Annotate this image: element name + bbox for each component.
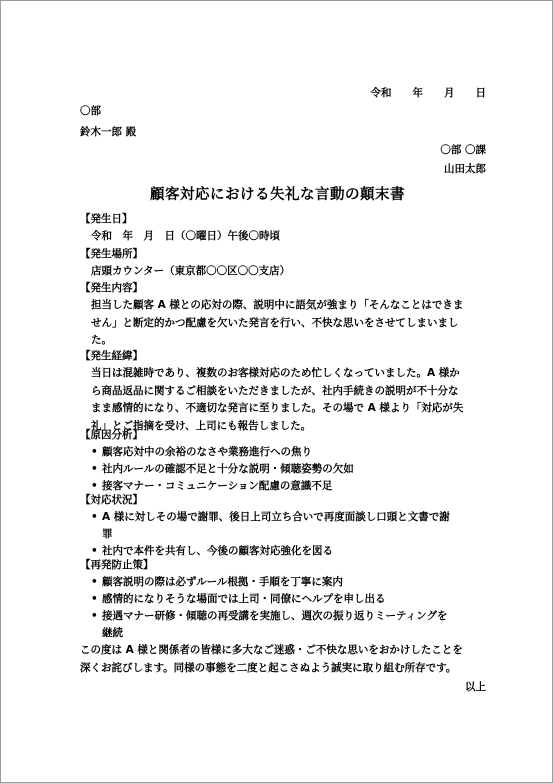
bullet-icon: • xyxy=(91,545,98,557)
paragraph-line: た。 xyxy=(91,334,112,346)
bullet-icon: • xyxy=(91,480,98,492)
paragraph-line: 礼」とご指摘を受け、上司にも報告しました。 xyxy=(91,419,312,432)
list-item-text: 顧客応対中の余裕のなさや業務進行への焦り xyxy=(102,446,312,458)
list-item-line: 罪 xyxy=(102,528,113,540)
section-occurrence-course xyxy=(80,348,490,435)
bullet-icon: • xyxy=(91,511,98,523)
list-item-text: 社内ルールの確認不足と十分な説明・傾聴姿勢の欠如 xyxy=(102,463,354,475)
list-item-line: A 様に対しその場で謝罪、後日上司立ち合いで再度面談し口頭と文書で謝 xyxy=(102,511,450,523)
bullet-icon: • xyxy=(91,463,98,475)
document-date: 令和 年 月 日 xyxy=(370,87,486,99)
section-occurrence-place xyxy=(80,246,490,280)
list-item xyxy=(80,591,490,608)
section-heading: 【発生場所】 xyxy=(80,248,143,260)
section-paragraph xyxy=(80,297,490,350)
section-heading: 【発生内容】 xyxy=(80,282,143,294)
bullet-list xyxy=(80,444,490,495)
bullet-icon: • xyxy=(91,576,98,588)
paragraph-line: 深くお詫びします。同様の事態を二度と起こさぬよう誠実に取り組む所存です。 xyxy=(80,661,457,674)
list-item xyxy=(80,574,490,591)
bullet-icon: • xyxy=(91,610,98,622)
bullet-list xyxy=(80,509,490,560)
section-heading: 【原因分析】 xyxy=(80,429,143,441)
paragraph-line: 担当した顧客 A 様との応対の際、説明中に語気が強まり「そんなことはできま xyxy=(91,299,464,311)
section-heading: 【再発防止策】 xyxy=(80,559,154,571)
list-item-line: 顧客説明の際は必ずルール根拠・手順を丁寧に案内 xyxy=(102,576,343,588)
list-item xyxy=(80,444,490,461)
section-paragraph xyxy=(80,365,490,435)
document-title: 顧客対応における失礼な言動の顛末書 xyxy=(150,187,405,203)
list-item-line: 継続 xyxy=(102,627,123,639)
list-item-text: 接客マナー・コミュニケーション配慮の意識不足 xyxy=(102,480,333,492)
paragraph-line: ら商品返品に関するご相談をいただきましたが、社内手続きの説明が不十分な xyxy=(91,384,459,397)
list-item xyxy=(80,461,490,478)
list-item xyxy=(80,509,490,543)
bullet-icon: • xyxy=(91,446,98,458)
section-heading: 【発生経緯】 xyxy=(80,350,143,362)
section-cause-analysis xyxy=(80,427,490,495)
section-body: 令和 年 月 日（〇曜日）午後〇時頃 xyxy=(91,230,280,242)
section-heading: 【発生日】 xyxy=(80,213,133,225)
closing-paragraph xyxy=(80,642,488,677)
list-item-line: 感情的になりそうな場面では上司・同僚にヘルプを申し出る xyxy=(102,593,386,605)
list-item xyxy=(80,608,490,642)
section-body: 店頭カウンター（東京都〇〇区〇〇支店） xyxy=(91,265,291,277)
section-occurrence-date xyxy=(80,211,490,245)
end-mark: 以上 xyxy=(465,681,486,693)
bullet-list xyxy=(80,574,490,642)
paragraph-line: まま感情的になり、不適切な発言に至りました。その場で A 様より「対応が失 xyxy=(91,402,464,414)
section-heading: 【対応状況】 xyxy=(80,494,143,506)
section-occurrence-content xyxy=(80,280,490,350)
paragraph-line: この度は A 様と関係者の皆様に多大なご迷惑・ご不快な思いをおかけしたことを xyxy=(80,644,463,656)
paragraph-line: せん」と断定的かつ配慮を欠いた発言を行い、不快な思いをさせてしまいまし xyxy=(91,316,459,329)
paragraph-line: 当日は混雑時であり、複数のお客様対応のため忙しくなっていました。A 様か xyxy=(91,367,460,379)
section-prevention-measures xyxy=(80,557,490,642)
bullet-icon: • xyxy=(91,593,98,605)
sender-department: 〇部 〇課 xyxy=(440,144,486,156)
recipient-name: 鈴木一郎 殿 xyxy=(80,126,137,138)
list-item-line: 社内で本件を共有し、今後の顧客対応強化を図る xyxy=(102,545,333,557)
list-item-line: 接遇マナー研修・傾聴の再受講を実施し、週次の振り返りミーティングを xyxy=(102,610,448,622)
recipient-department: 〇部 xyxy=(80,105,101,117)
sender-name: 山田太郎 xyxy=(444,163,486,175)
section-response-status xyxy=(80,492,490,560)
